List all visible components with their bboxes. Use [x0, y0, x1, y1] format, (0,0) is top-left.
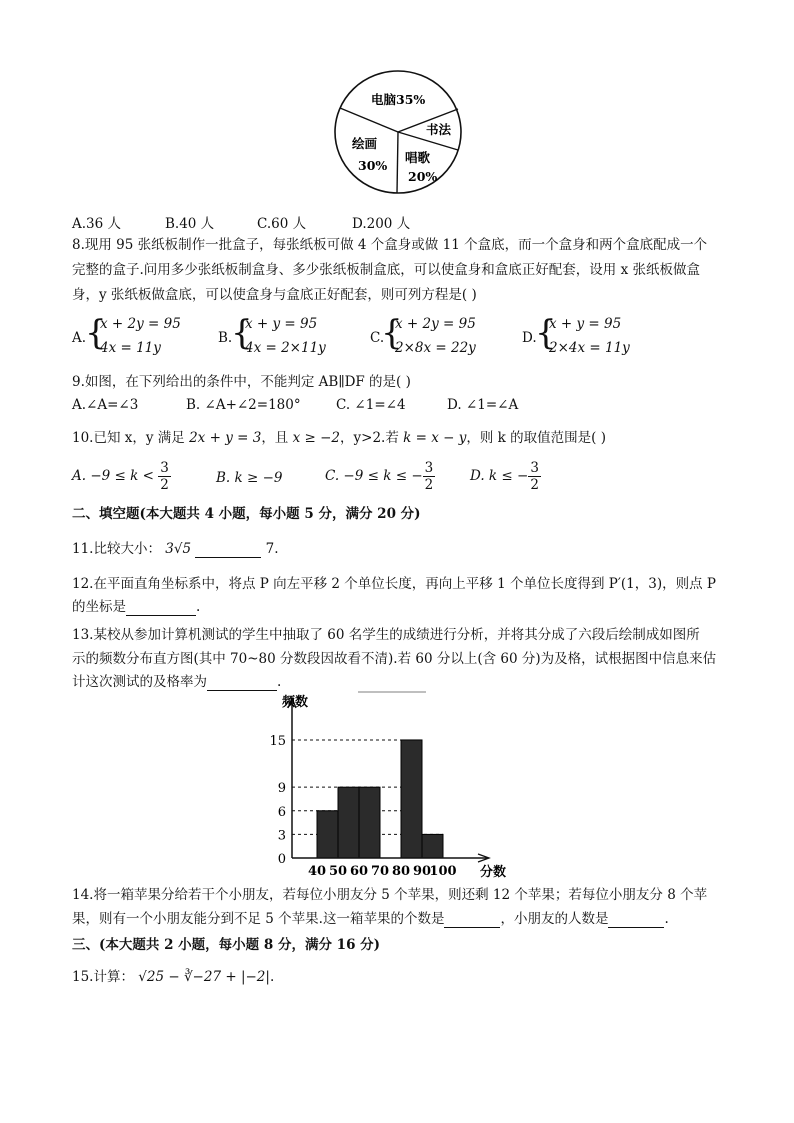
q10-option-d-text: D. k ≤: [470, 468, 513, 484]
q13-line-3: [72, 673, 281, 691]
q10-stem-b: ，且: [261, 430, 289, 446]
q8-option-a-brace: {: [85, 313, 107, 353]
q10-option-a-num: 3: [160, 460, 169, 476]
q10-stem-d: ，则 k 的取值范围是( ): [466, 430, 606, 446]
q11-answer-blank[interactable]: [195, 543, 261, 558]
q7-option-b: B.40 人: [165, 216, 215, 232]
q10-stem: [72, 429, 606, 447]
q10-option-d-num: 3: [530, 460, 539, 476]
q10-option-d: [470, 460, 541, 493]
q10-option-d-fraction: [528, 460, 541, 493]
q14-line-2-a: 果，则有一个小朋友能分到不足 5 个苹果.这一箱苹果的个数是: [72, 911, 445, 927]
q12-line-2: [72, 598, 200, 616]
section-2-heading: 二、填空题(本大题共 4 小题，每小题 5 分，满分 20 分): [72, 506, 421, 522]
pie-label-painting-pct: 30%: [358, 158, 388, 173]
bar-50~60: [338, 787, 359, 858]
q15-pre: 15.计算：: [72, 969, 134, 985]
q8-option-d-eq2: 2×4x = 11y: [549, 340, 630, 356]
q10-option-c-den: 2: [424, 477, 434, 493]
q8-line-3: 身，y 张纸板做盒底，可以使盒身与盒底正好配套，则可列方程是( ): [72, 287, 477, 303]
q10-stem-eq: 2x + y = 3: [189, 430, 262, 446]
q10-option-a: [72, 460, 171, 493]
q9-option-b: B. ∠A+∠2=180°: [186, 397, 301, 413]
pie-label-singing-name: 唱歌: [405, 150, 431, 165]
q10-option-c-fraction: [423, 460, 436, 493]
q8-option-a-label: A.: [72, 330, 87, 346]
q8-option-b-eq1: x + y = 95: [245, 316, 318, 332]
y-axis-label: 频数: [282, 695, 309, 710]
x-tick-60: 60: [349, 864, 369, 879]
q14-line-2: [72, 910, 669, 928]
q14-line-2-b: ，小朋友的人数是: [500, 911, 609, 927]
q12-end: .: [196, 599, 201, 615]
q11-post: 7.: [265, 541, 279, 557]
histogram-bars: [317, 740, 443, 858]
q13-line-1: 13.某校从参加计算机测试的学生中抽取了 60 名学生的成绩进行分析，并将其分成了六段后绘制成如图所: [72, 627, 700, 643]
q13-end: .: [277, 674, 282, 690]
q8-option-b-brace: {: [231, 313, 253, 353]
y-tick-0: 0: [277, 852, 286, 867]
y-tick-3: 3: [277, 828, 286, 844]
bar-80~90: [401, 740, 422, 858]
q15-end: .: [269, 969, 275, 985]
q10-stem-a: 10.已知 x，y 满足: [72, 430, 185, 446]
q10-stem-c: ，y>2.若: [340, 430, 399, 446]
y-tick-6: 6: [277, 804, 286, 820]
q8-option-c-brace: {: [381, 313, 403, 353]
q10-option-b: [216, 470, 282, 486]
q8-option-b-label: B.: [218, 330, 233, 346]
pie-chart: [330, 66, 470, 198]
section-3-heading: 三、(本大题共 2 小题，每小题 8 分，满分 16 分): [72, 937, 381, 953]
q13-line-2: 示的频数分布直方图(其中 70~80 分数段因故看不清).若 60 分以上(含 60 分)为及格，试根据图中信息来估: [72, 651, 717, 667]
q10-option-a-text: A. −9 ≤ k <: [72, 468, 154, 484]
x-tick-70: 70: [370, 864, 390, 879]
q14-end: .: [664, 911, 669, 927]
q8-option-a-eq1: x + 2y = 95: [100, 316, 181, 332]
y-tick-labels: [269, 734, 286, 867]
pie-divider-computer-painting: [340, 108, 398, 132]
q9-option-c: C. ∠1=∠4: [336, 397, 406, 413]
q9-option-a: A.∠A=∠3: [72, 397, 139, 413]
q14-line-1: 14.将一箱苹果分给若干个小朋友，若每位小朋友分 5 个苹果，则还剩 12 个苹果；若每位小朋友分 8 个苹: [72, 887, 708, 903]
x-tick-90: 90: [412, 864, 432, 879]
q8-option-c-label: C.: [370, 330, 385, 346]
pie-label-painting-name: 绘画: [352, 136, 378, 151]
q14-apples-blank[interactable]: [444, 913, 500, 928]
q8-line-2: 完整的盒子.问用多少张纸板制盒身、多少张纸板制盒底，可以使盒身和盒底正好配套，设用 x 张纸板做盒: [72, 262, 700, 278]
q15: [72, 968, 274, 986]
q10-option-b-text: B. k ≥ −9: [216, 470, 283, 486]
q8-option-a-eq2: 4x = 11y: [100, 340, 161, 356]
x-axis-label: 分数: [480, 865, 507, 880]
x-tick-50: 50: [328, 864, 348, 879]
q12-line-2-text: 的坐标是: [72, 599, 126, 615]
x-tick-100: 100: [429, 864, 457, 879]
q9-option-d: D. ∠1=∠A: [447, 397, 519, 413]
q7-option-d: D.200 人: [352, 216, 411, 232]
q10-option-c: [325, 460, 435, 493]
pie-label-singing-pct: 20%: [408, 169, 438, 184]
q10-stem-k: k = x − y: [403, 430, 467, 446]
y-tick-9: 9: [277, 781, 286, 797]
q10-option-c-minus: −: [411, 468, 423, 484]
q10-option-c-num: 3: [424, 460, 434, 476]
q7-option-c: C.60 人: [257, 216, 307, 232]
q8-option-b-eq2: 4x = 2×11y: [245, 340, 326, 356]
q8-line-1: 8.现用 95 张纸板制作一批盒子，每张纸板可做 4 个盒身或做 11 个盒底，而一个盒身和两个盒底配成一个: [72, 237, 708, 253]
q10-option-a-fraction: [158, 460, 171, 493]
pie-label-computer: 电脑35%: [371, 92, 426, 107]
q10-option-d-minus: −: [517, 468, 529, 484]
q8-option-c-eq2: 2×8x = 22y: [395, 340, 476, 356]
pie-label-calligraphy: 书法: [426, 122, 452, 137]
q8-option-c-eq1: x + 2y = 95: [395, 316, 476, 332]
q9-stem: 9.如图，在下列给出的条件中，不能判定 AB∥DF 的是( ): [72, 374, 411, 390]
q8-option-d-eq1: x + y = 95: [549, 316, 622, 332]
q12-answer-blank[interactable]: [126, 601, 196, 616]
q8-option-d-brace: {: [535, 313, 557, 353]
q8-option-d-label: D.: [522, 330, 537, 346]
q11-pre: 11.比较大小：: [72, 541, 161, 557]
q10-option-d-den: 2: [530, 477, 539, 493]
x-tick-40: 40: [307, 864, 327, 879]
q12-line-1: 12.在平面直角坐标系中，将点 P 向左平移 2 个单位长度，再向上平移 1 个单位长度得到 P′(1，3)，则点 P: [72, 576, 717, 592]
q10-stem-cond: x ≥ −2: [292, 430, 341, 446]
pie-divider-singing-painting: [397, 132, 398, 193]
q15-expr: √25 − ∛−27 + |−2|: [138, 969, 270, 985]
x-tick-labels: [308, 864, 457, 879]
q11-expr: 3√5: [165, 541, 192, 557]
q10-option-a-den: 2: [160, 477, 169, 493]
y-tick-15: 15: [269, 733, 286, 749]
bar-40~50: [317, 811, 338, 858]
q7-option-a: A.36 人: [72, 216, 122, 232]
q14-children-blank[interactable]: [608, 913, 664, 928]
q11: [72, 540, 279, 558]
histogram-chart: [262, 688, 532, 883]
x-tick-80: 80: [391, 864, 411, 879]
q10-option-c-text: C. −9 ≤ k ≤: [325, 468, 408, 484]
bar-90~100: [422, 834, 443, 858]
bar-60~70: [359, 787, 380, 858]
q13-line-3-text: 计这次测试的及格率为: [72, 674, 207, 690]
